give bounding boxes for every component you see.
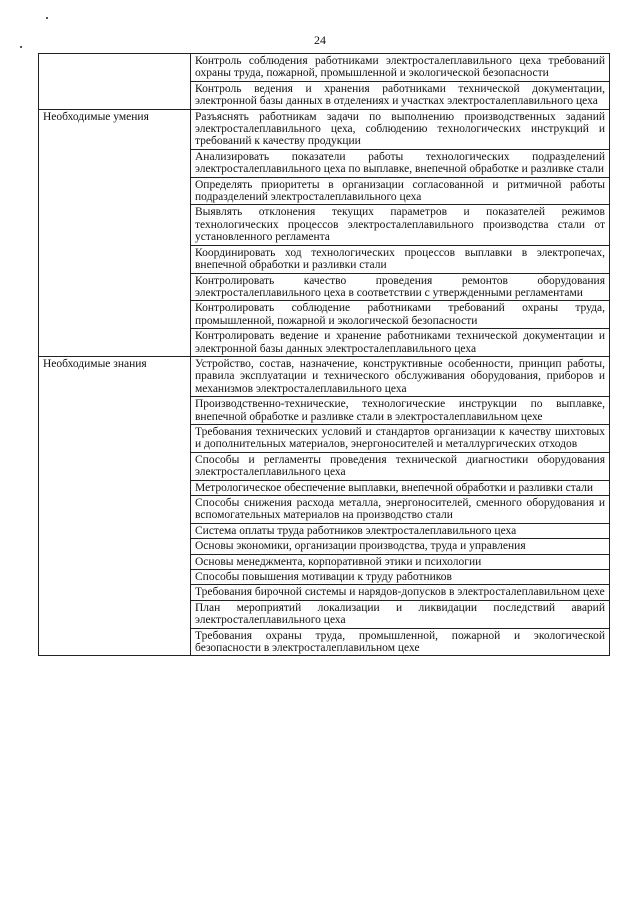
table-cell-text: Производственно-технические, технологические инструкции по выплавке, внепечной обработке и разливке стали в электросталеплавильном цехе bbox=[191, 397, 610, 425]
table-cell-text: Контролировать соблюдение работниками требований охраны труда, промышленной, пожарной и экологической безопасности bbox=[191, 301, 610, 329]
section-label-cell bbox=[39, 54, 191, 110]
table-cell-text: Способы снижения расхода металла, энергоносителей, сменного оборудования и вспомогательных материалов на производство стали bbox=[191, 496, 610, 524]
table-cell-text: Контроль ведения и хранения работниками технической документации, электронной базы данных в отделениях и участках электросталеплавильного цеха bbox=[191, 81, 610, 109]
table-cell-text: План мероприятий локализации и ликвидации последствий аварий электросталеплавильного цеха bbox=[191, 600, 610, 628]
section-label: Необходимые умения bbox=[43, 110, 149, 123]
table-cell-text: Способы повышения мотивации к труду работников bbox=[191, 570, 610, 585]
table-cell-text: Метрологическое обеспечение выплавки, внепечной обработки и разливки стали bbox=[191, 480, 610, 495]
table-cell-text: Определять приоритеты в организации согласованной и ритмичной работы подразделений электросталеплавильного цеха bbox=[191, 177, 610, 205]
table-cell-text: Контроль соблюдения работниками электросталеплавильного цеха требований охраны труда, пожарной, промышленной и экологической безопасности bbox=[191, 54, 610, 82]
table-cell-text: Требования охраны труда, промышленной, пожарной и экологической безопасности в электросталеплавильном цехе bbox=[191, 628, 610, 656]
table-row bbox=[39, 356, 610, 396]
table-cell-text: Требования бирочной системы и нарядов-допусков в электросталеплавильном цехе bbox=[191, 585, 610, 600]
table-cell-text: Контролировать ведение и хранение работниками технической документации и электронной базы данных электросталеплавильного цеха bbox=[191, 329, 610, 357]
section-label-cell bbox=[39, 109, 191, 356]
competency-table bbox=[38, 53, 610, 656]
table-cell-text: Основы менеджмента, корпоративной этики и психологии bbox=[191, 554, 610, 569]
table-cell-text: Основы экономики, организации производства, труда и управления bbox=[191, 539, 610, 554]
table-cell-text: Координировать ход технологических процессов выплавки в электропечах, внепечной обработки и разливки стали bbox=[191, 245, 610, 273]
section-label: Необходимые знания bbox=[43, 357, 147, 370]
table-cell-text: Устройство, состав, назначение, конструктивные особенности, принцип работы, правила эксплуатации и технического обслуживания оборудования, приборов и механизмов электросталеплавильного цеха bbox=[191, 356, 610, 396]
table-row bbox=[39, 54, 610, 82]
table-cell-text: Разъяснять работникам задачи по выполнению производственных заданий электросталеплавильного цеха, соблюдению технологических инструкций и требований к качеству продукции bbox=[191, 109, 610, 149]
scan-speck bbox=[46, 17, 48, 19]
table-cell-text: Контролировать качество проведения ремонтов оборудования электросталеплавильного цеха в соответствии с утвержденными регламентами bbox=[191, 273, 610, 301]
table-cell-text: Анализировать показатели работы технологических подразделений электросталеплавильного цеха по выплавке, внепечной обработке и разливке стали bbox=[191, 149, 610, 177]
table-cell-text: Требования технических условий и стандартов организации к качеству шихтовых и дополнительных материалов, энергоносителей и металлургических отходов bbox=[191, 424, 610, 452]
table-cell-text: Система оплаты труда работников электросталеплавильного цеха bbox=[191, 523, 610, 538]
table-cell-text: Выявлять отклонения текущих параметров и показателей режимов технологических процессов электросталеплавильного производства стали от установленного регламента bbox=[191, 205, 610, 245]
page-number: 24 bbox=[314, 33, 326, 47]
section-label-cell bbox=[39, 356, 191, 656]
table-cell-text: Способы и регламенты проведения технической диагностики оборудования электросталеплавильного цеха bbox=[191, 452, 610, 480]
table-row bbox=[39, 109, 610, 149]
